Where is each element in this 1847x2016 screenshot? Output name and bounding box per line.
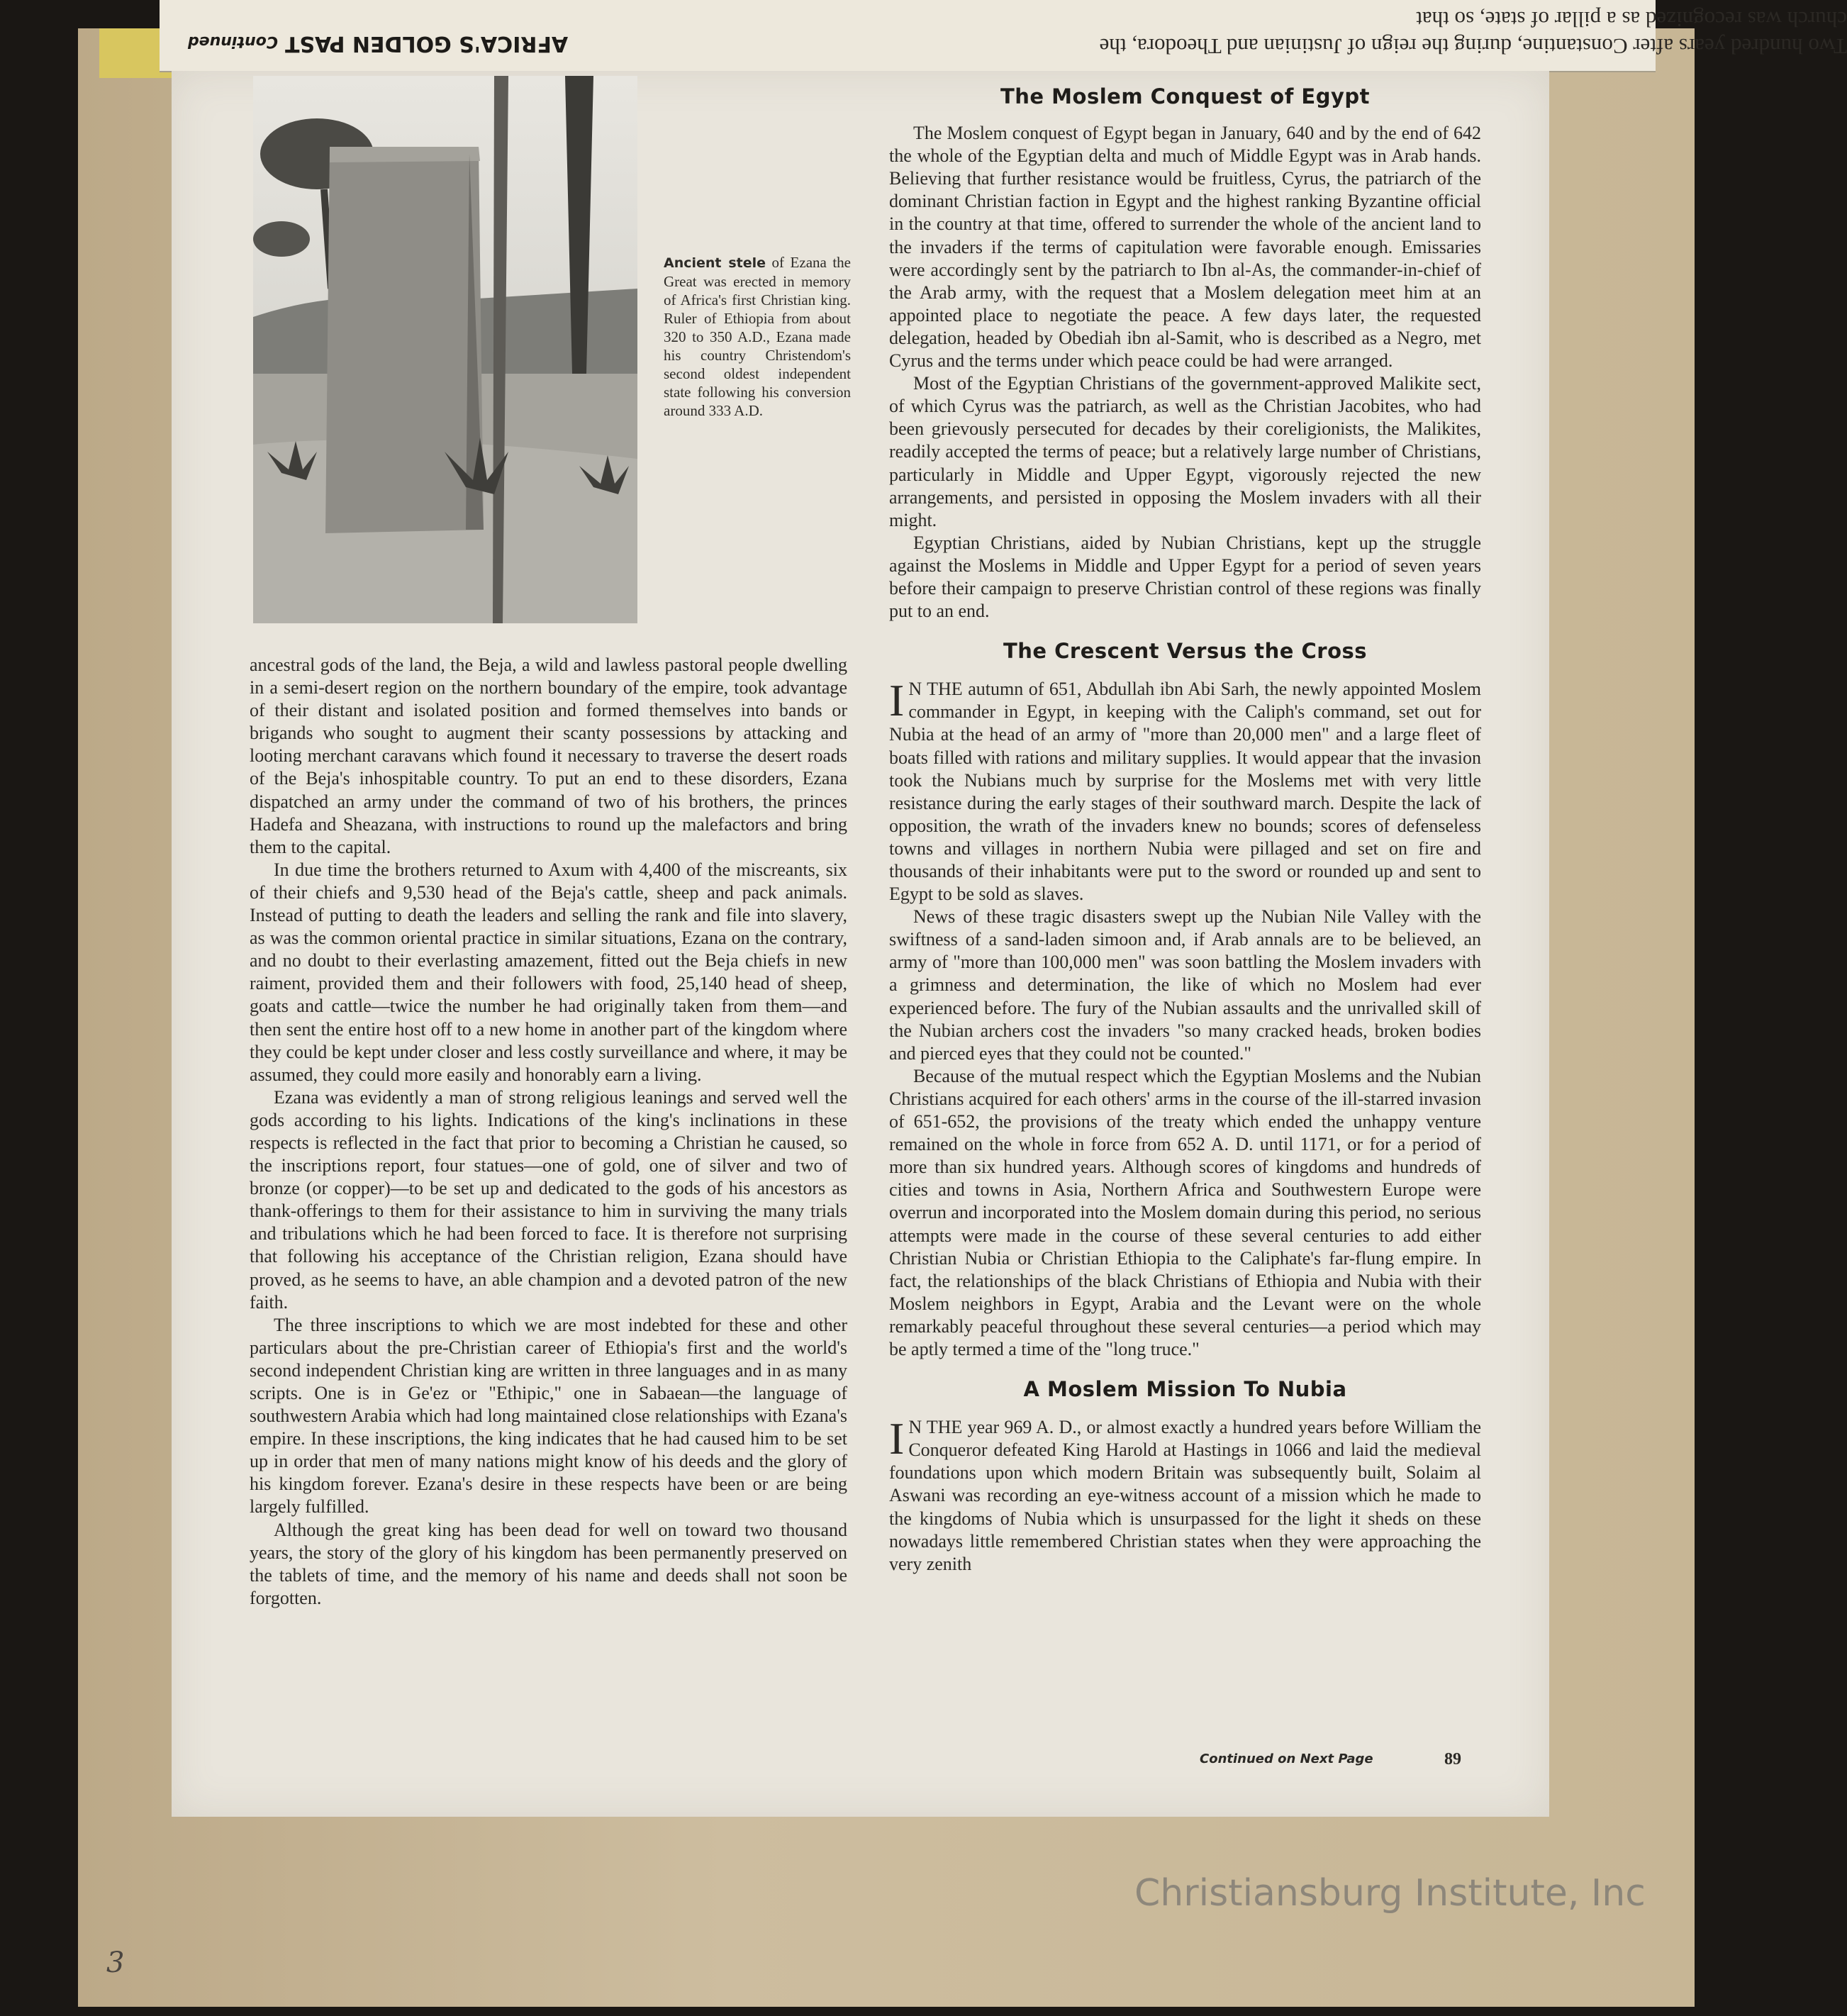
strip-text: Two hundred years after Constantine, during the reign of Justinian and Theodora, the church was recognized as a pillar of state, so that (1099, 7, 1847, 59)
strip-header: AFRICA'S GOLDEN PASTContinued (188, 31, 569, 56)
section-paragraph: The Moslem conquest of Egypt began in January, 640 and by the end of 642 the whole of the Egyptian delta and much of Middle Egypt was in Arab hands. Believing that further resistance would be fruitless, Cyrus, the patriarch of the dominant Christian faction in Egypt and the highest ranking Byzantine official in the country at that time, offered to surrender the whole of the ancient land to the invaders if the terms of capitulation were favorable enough. Emissaries were accordingly sent by the patriarch to Ibn al-As, the commander-in-chief of the Arab army, with the request that a Moslem delegation meet him at an appointed place to negotiate the peace. A few days later, the requested delegation, headed by Obediah ibn al-Samit, who is described as a Negro, met Cyrus and the terms under which peace could be had were arranged. (889, 123, 1481, 372)
photo-caption (664, 253, 851, 420)
continued-note: Continued on Next Page (1200, 1752, 1373, 1766)
caption-body: of Ezana the Great was erected in memory of Africa's first Christian king. Ruler of Ethiopia from about 320 to 350 A.D., Ezana made his country Christendom's second oldest independent state following his conversion around 333 A.D. (664, 254, 851, 419)
section-paragraph: Egyptian Christians, aided by Nubian Christians, kept up the struggle against the Moslems in Middle and Upper Egypt for a period of seven years before their campaign to preserve Christian control of these regions was finally put to an end. (889, 532, 1481, 622)
page-number: 89 (1444, 1750, 1461, 1769)
section-heading: The Crescent Versus the Cross (1003, 639, 1368, 664)
watermark: Christiansburg Institute, Inc (1134, 1872, 1646, 1915)
drop-cap: I (889, 1413, 905, 1464)
section-heading: The Moslem Conquest of Egypt (1000, 84, 1371, 108)
left-paragraph: Ezana was evidently a man of strong religious leanings and served well the gods according to his lights. Indications of the king's inclinations in these respects is reflected in the fact that prior to becoming a Christian he caused, so the inscriptions report, four statues—one of gold, one of silver and two of bronze (or copper)—to be set up and dedicated to the gods of his ancestors as thank-offerings to them for their assistance to him in surviving the many trials and tribulations which he had been forced to face. It is therefore not surprising that following his acceptance of the Christian religion, Ezana should have proved, as he seems to have, an able champion and a devoted patron of the new faith. (250, 1086, 847, 1313)
magazine-page (172, 71, 1549, 1817)
section-first-paragraph: I N THE autumn of 651, Abdullah ibn Abi Sarh, the newly appointed Moslem commander in Egypt, in keeping with the Caliph's command, set out for Nubia at the head of an army of "more than 20,000 men" and a large fleet of boats filled with rations and military supplies. It would appear that the invasion took the Nubians much by surprise for the Moslems met with very little resistance during the early stages of their southward march. Despite the lack of opposition, the wrath of the invaders knew no bounds; scores of defenseless towns and villages in northern Nubia were pillaged and set on fire and thousands of their inhabitants were put to the sword or rounded up and sent to Egypt to be sold as slaves. (889, 675, 1481, 905)
stele-photo (253, 76, 637, 623)
left-paragraph: The three inscriptions to which we are most indebted for these and other particulars about the pre-Christian career of Ethiopia's first and the world's second independent Christian king are written in three languages and in as many scripts. One is in Ge'ez or "Ethipic," one in Sabaean—the language of southwestern Arabia which had long maintained close relationships with Ezana's empire. In these inscriptions, the king indicates that he had caused him to be set up in order that men of many nations might know of his deeds and the glory of his kingdom forever. Ezana's desire in these respects have been or are being largely fulfilled. (250, 1314, 847, 1517)
right-column (889, 71, 1481, 1576)
left-paragraph: Although the great king has been dead for well on toward two thousand years, the story of the glory of his kingdom has been permanently preserved on the tablets of time, and the memory of his name and deeds shall not soon be forgotten. (250, 1519, 847, 1608)
left-column (250, 654, 847, 1610)
caption-lead: Ancient stele (664, 255, 766, 271)
left-paragraph: ancestral gods of the land, the Beja, a wild and lawless pastoral people dwelling in a semi-desert region on the northern boundary of the empire, took advantage of their distant and isolated position and formed themselves into bands or brigands who sought to augment their scanty possessions by attacking and looting merchant caravans which found it necessary to traverse the desert roads of the Beja's inhospitable country. To put an end to these disorders, Ezana dispatched an army under the command of two of his brothers, the princes Hadefa and Sheazana, with instructions to round up the malefactors and bring them to the capital. (250, 655, 847, 857)
left-paragraph: In due time the brothers returned to Axum with 4,400 of the miscreants, six of their chiefs and 9,530 head of the Beja's cattle, sheep and pack animals. Instead of putting to death the leaders and selling the rank and file into slavery, as was the common oriental practice in similar situations, Ezana on the contrary, and no doubt to their everlasting amazement, fitted out the Beja chiefs in new raiment, provided them and their followers with food, 25,140 head of sheep, goats and cattle—twice the number he had originally taken from them—and then sent the entire host off to a new home in another part of the kingdom where they could be kept under closer and less costly surveillance and where, it may be assumed, they could more easily and honorably earn a living. (250, 859, 847, 1085)
section-heading: A Moslem Mission To Nubia (1023, 1377, 1347, 1402)
folded-top-strip (160, 0, 1847, 72)
section-paragraph: Because of the mutual respect which the Egyptian Moslems and the Nubian Christians acquired for each others' arms in the course of the ill-starred invasion of 651-652, the provisions of the treaty which ended the unhappy venture remained on the whole in force from 652 A. D. until 1171, or for a period of more than six hundred years. Although scores of kingdoms and hundreds of cities and towns in Asia, Northern Africa and Southwestern Europe were overrun and incorporated into the Moslem domain during this period, no serious attempts were made in the course of these several centuries to add either Christian Nubia or Christian Ethiopia to the Caliphate's far-flung empire. In fact, the relationships of the black Christians of Ethiopia and Nubia with their Moslem neighbors in Egypt, Arabia and the Levant were on the whole remarkably peaceful throughout these several centuries—a period which may be aptly termed a time of the "long truce." (889, 1065, 1481, 1359)
section-first-paragraph: I N THE year 969 A. D., or almost exactly a hundred years before William the Conqueror defeated King Harold at Hastings in 1066 and laid the medieval foundations upon which modern Britain was subsequently built, Solaim al Aswani was recording an eye-witness account of a mission which he made to the kingdoms of Nubia which is unsurpassed for the light it sheds on these nowadays little remembered Christian states when they were approaching the very zenith (889, 1413, 1481, 1574)
drop-cap: I (889, 675, 905, 726)
pencil-mark: 3 (106, 1947, 125, 1979)
section-paragraph: Most of the Egyptian Christians of the government-approved Malikite sect, of which Cyrus was the patriarch, as well as the Christian Jacobites, who had been grievously persecuted for decades by their coreligionists, the Malikites, readily accepted the terms of peace; but a relatively large number of Christians, particularly in Middle and Upper Egypt, vigorously rejected the new arrangements, and persisted in opposing the Moslem invaders with all their might. (889, 373, 1481, 530)
section-paragraph: News of these tragic disasters swept up the Nubian Nile Valley with the swiftness of a sand-laden simoon and, if Arab annals are to be believed, an army of "more than 100,000 men" was soon battling the Moslem invaders with a grimness and determination, the like of which no Moslem had ever experienced before. The fury of the Nubian assaults and the unrivalled skill of the Nubian archers cost the invaders "so many cracked heads, broken bodies and pierced eyes that they could not be counted." (889, 906, 1481, 1064)
